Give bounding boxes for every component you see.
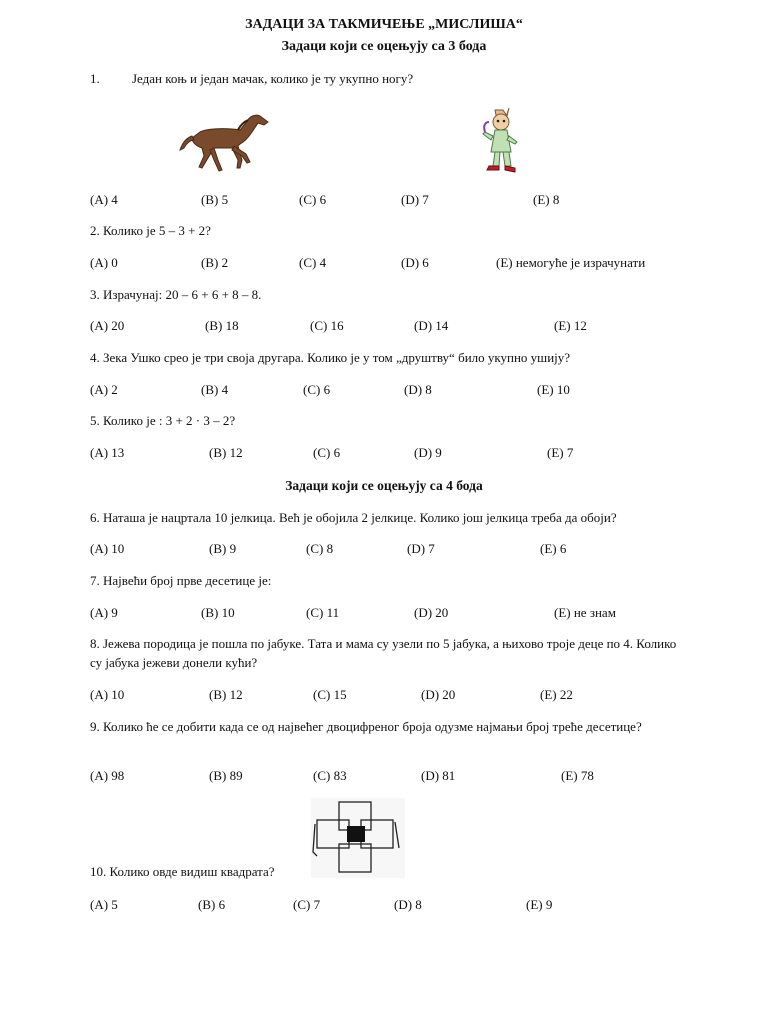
q9-option-d: (D) 81 — [421, 768, 456, 783]
q5-option-c: (C) 6 — [313, 445, 341, 460]
q9-option-c: (C) 83 — [313, 768, 347, 783]
section-4-points-heading: Задаци који се оцењују са 4 бода — [285, 478, 483, 493]
q3-option-b: (B) 18 — [205, 318, 239, 333]
q8-option-d: (D) 20 — [421, 687, 456, 702]
q4-option-b: (B) 4 — [201, 382, 229, 397]
q6-option-e: (E) 6 — [540, 541, 567, 556]
question-1-number: 1. — [90, 71, 100, 86]
q1-option-e: (E) 8 — [533, 192, 560, 207]
q10-option-e: (E) 9 — [526, 897, 553, 912]
q7-option-b: (B) 10 — [201, 605, 235, 620]
q4-option-a: (A) 2 — [90, 382, 118, 397]
q3-option-e: (E) 12 — [554, 318, 587, 333]
document-title: ЗАДАЦИ ЗА ТАКМИЧЕЊЕ „МИСЛИША“ — [245, 17, 523, 32]
q2-option-e: (E) немогуће је израчунати — [496, 255, 646, 270]
question-1-text: Један коњ и један мачак, колико је ту укупно ногу? — [132, 71, 414, 86]
question-7-text: 7. Највећи број прве десетице је: — [90, 573, 272, 588]
q1-option-d: (D) 7 — [401, 192, 429, 207]
q4-option-d: (D) 8 — [404, 382, 432, 397]
q5-option-a: (A) 13 — [90, 445, 125, 460]
q7-option-a: (A) 9 — [90, 605, 118, 620]
q4-option-c: (C) 6 — [303, 382, 331, 397]
question-2-text: 2. Колико је 5 – 3 + 2? — [90, 223, 211, 238]
q1-option-c: (C) 6 — [299, 192, 327, 207]
q7-option-d: (D) 20 — [414, 605, 449, 620]
section-3-points-heading: Задаци који се оцењују са 3 бода — [281, 39, 487, 54]
question-4-text: 4. Зека Ушко срео је три своја другара. Колико је у том „друштву“ било укупно ушију? — [90, 350, 571, 365]
q2-option-c: (C) 4 — [299, 255, 327, 270]
q3-option-c: (C) 16 — [310, 318, 344, 333]
q9-option-b: (B) 89 — [209, 768, 243, 783]
question-5-text: 5. Колико је : 3 + 2 · 3 – 2? — [90, 413, 236, 428]
q8-option-e: (E) 22 — [540, 687, 573, 702]
q7-option-c: (C) 11 — [306, 605, 340, 620]
horse-illustration — [178, 110, 270, 174]
question-8-text: 8. Јежева породица је пошла по јабуке. Тата и мама су узели по 5 јабука, а њихово троје деце по 4. Колико су јабука јежеви донели кући? — [90, 636, 677, 670]
q6-option-b: (B) 9 — [209, 541, 237, 556]
q2-option-a: (A) 0 — [90, 255, 118, 270]
question-9-text: 9. Колико ће се добити када се од највећег двоцифреног броја одузме најмањи број треће десетице? — [90, 719, 642, 734]
q10-option-d: (D) 8 — [394, 897, 422, 912]
q10-option-b: (B) 6 — [198, 897, 226, 912]
q7-option-e: (E) не знам — [554, 605, 616, 620]
q6-option-d: (D) 7 — [407, 541, 435, 556]
question-10-text: 10. Колико овде видиш квадрата? — [90, 864, 275, 879]
q8-option-a: (A) 10 — [90, 687, 125, 702]
q6-option-c: (C) 8 — [306, 541, 334, 556]
q1-option-a: (A) 4 — [90, 192, 118, 207]
q9-option-a: (A) 98 — [90, 768, 125, 783]
q5-option-d: (D) 9 — [414, 445, 442, 460]
q4-option-e: (E) 10 — [537, 382, 570, 397]
question-6-text: 6. Наташа је нацртала 10 јелкица. Већ је обојила 2 јелкице. Колико још јелкица треба да обоји? — [90, 510, 617, 525]
question-3-text: 3. Израчунај: 20 – 6 + 6 + 8 – 8. — [90, 287, 262, 302]
q10-option-c: (C) 7 — [293, 897, 321, 912]
q3-option-a: (A) 20 — [90, 318, 125, 333]
q5-option-e: (E) 7 — [547, 445, 574, 460]
q10-option-a: (A) 5 — [90, 897, 118, 912]
q2-option-d: (D) 6 — [401, 255, 429, 270]
q8-option-c: (C) 15 — [313, 687, 347, 702]
squares-figure — [311, 798, 405, 878]
cat-illustration — [481, 106, 525, 176]
q6-option-a: (A) 10 — [90, 541, 125, 556]
q2-option-b: (B) 2 — [201, 255, 229, 270]
q5-option-b: (B) 12 — [209, 445, 243, 460]
q8-option-b: (B) 12 — [209, 687, 243, 702]
q3-option-d: (D) 14 — [414, 318, 449, 333]
q9-option-e: (E) 78 — [561, 768, 594, 783]
q1-option-b: (B) 5 — [201, 192, 229, 207]
